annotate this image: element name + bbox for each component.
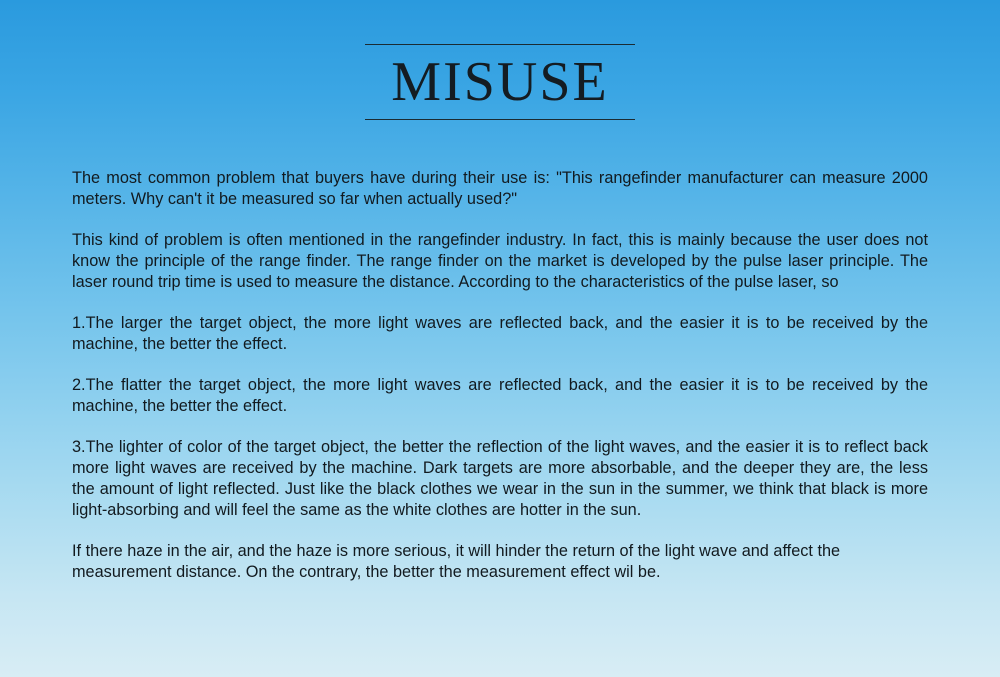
body-paragraph: If there haze in the air, and the haze is more serious, it will hinder the return of the light wave and affect the measurement distance. On the contrary, the better the measurement effect wil be. bbox=[72, 542, 841, 581]
title-divider-top bbox=[365, 44, 635, 45]
body-paragraph: 1.The larger the target object, the more light waves are reflected back, and the easier it is to be received by the machine, the better the effect. bbox=[72, 314, 928, 353]
body-paragraph: The most common problem that buyers have during their use is: "This rangefinder manufacturer can measure 2000 meters. Why can't it be measured so far when actually used?" bbox=[72, 169, 928, 208]
page-title: MISUSE bbox=[391, 51, 609, 113]
body-paragraph: 3.The lighter of color of the target object, the better the reflection of the light waves, and the easier it is to reflect back more light waves are received by the machine. Dark targets are more absorbable, and the deeper they are, the less the amount of light reflected. Just like the black clothes we wear in the sun in the summer, we think that black is more light-absorbing and will feel the same as the white clothes are hotter in the sun. bbox=[72, 438, 928, 519]
document-body bbox=[72, 168, 928, 583]
body-paragraph: This kind of problem is often mentioned in the rangefinder industry. In fact, this is mainly because the user does not know the principle of the range finder. The range finder on the market is developed by the pulse laser principle. The laser round trip time is used to measure the distance. According to the characteristics of the pulse laser, so bbox=[72, 231, 928, 291]
title-divider-bottom bbox=[365, 119, 635, 120]
page-title-block bbox=[365, 44, 635, 120]
body-paragraph: 2.The flatter the target object, the more light waves are reflected back, and the easier it is to be received by the machine, the better the effect. bbox=[72, 376, 928, 415]
